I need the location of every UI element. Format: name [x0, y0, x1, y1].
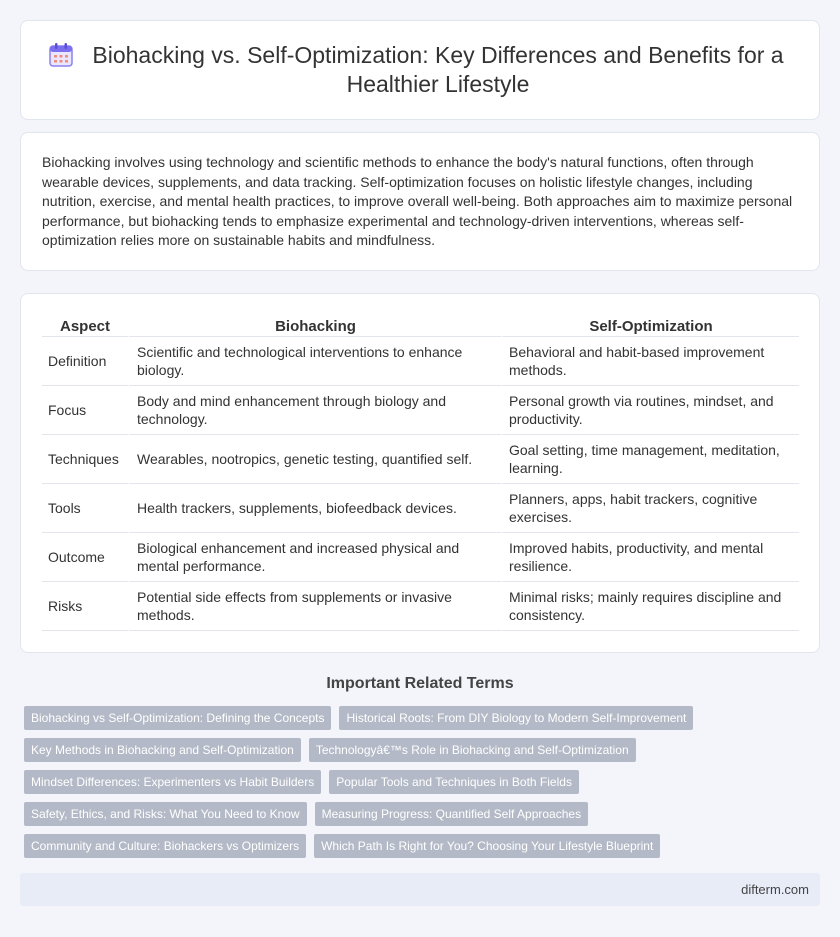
related-term-link[interactable]: Popular Tools and Techniques in Both Fields — [329, 770, 579, 794]
row-self-optimization: Improved habits, productivity, and mental resilience. — [501, 533, 799, 582]
related-terms-title: Important Related Terms — [326, 675, 514, 692]
tag-row — [24, 706, 824, 730]
table-row — [42, 582, 799, 631]
table-row — [42, 386, 799, 435]
related-term-link[interactable]: Historical Roots: From DIY Biology to Modern Self-Improvement — [339, 706, 693, 730]
row-self-optimization: Goal setting, time management, meditation, learning. — [501, 435, 799, 484]
table-row — [42, 435, 799, 484]
table-row — [42, 533, 799, 582]
header-card — [20, 20, 820, 120]
footer — [20, 873, 820, 906]
row-aspect: Risks — [42, 582, 128, 631]
related-term-link[interactable]: Biohacking vs Self-Optimization: Defining the Concepts — [24, 706, 331, 730]
related-term-link[interactable]: Safety, Ethics, and Risks: What You Need to Know — [24, 802, 307, 826]
row-biohacking: Potential side effects from supplements or invasive methods. — [128, 582, 501, 631]
related-term-link[interactable]: Mindset Differences: Experimenters vs Habit Builders — [24, 770, 321, 794]
row-aspect: Tools — [42, 484, 128, 533]
header-aspect: Aspect — [42, 315, 128, 337]
row-aspect: Techniques — [42, 435, 128, 484]
row-biohacking: Health trackers, supplements, biofeedback devices. — [128, 484, 501, 533]
related-term-link[interactable]: Community and Culture: Biohackers vs Optimizers — [24, 834, 306, 858]
page-title: Biohacking vs. Self-Optimization: Key Differences and Benefits for a Healthier Lifestyle — [92, 42, 784, 97]
comparison-table — [42, 315, 799, 631]
related-term-link[interactable]: Technologyâ€™s Role in Biohacking and Self-Optimization — [309, 738, 636, 762]
row-aspect: Definition — [42, 337, 128, 386]
related-term-link[interactable]: Which Path Is Right for You? Choosing Your Lifestyle Blueprint — [314, 834, 660, 858]
intro-card — [20, 132, 820, 271]
tag-row — [24, 738, 824, 762]
intro-paragraph: Biohacking involves using technology and scientific methods to enhance the body's natural functions, often through wearable devices, supplements, and data tracking. Self-optimization focuses on holistic lifestyle changes, including nutrition, exercise, and mental health practices, to improve overall well-being. Both approaches aim to maximize personal performance, but biohacking tends to emphasize experimental and technology-driven interventions, whereas self-optimization relies more on sustainable habits and mindfulness. — [42, 154, 793, 248]
row-biohacking: Body and mind enhancement through biology and technology. — [128, 386, 501, 435]
related-term-link[interactable]: Key Methods in Biohacking and Self-Optimization — [24, 738, 301, 762]
row-biohacking: Wearables, nootropics, genetic testing, quantified self. — [128, 435, 501, 484]
tag-row — [24, 770, 824, 794]
table-row — [42, 484, 799, 533]
related-terms-list — [24, 706, 824, 866]
row-aspect: Outcome — [42, 533, 128, 582]
tag-row — [24, 834, 824, 858]
row-self-optimization: Personal growth via routines, mindset, and productivity. — [501, 386, 799, 435]
row-biohacking: Biological enhancement and increased physical and mental performance. — [128, 533, 501, 582]
site-link[interactable]: difterm.com — [741, 882, 809, 897]
tag-row — [24, 802, 824, 826]
header-biohacking: Biohacking — [128, 315, 501, 337]
header-self-optimization: Self-Optimization — [501, 315, 799, 337]
table-header-row — [42, 315, 799, 337]
row-self-optimization: Planners, apps, habit trackers, cognitive exercises. — [501, 484, 799, 533]
table-row — [42, 337, 799, 386]
row-self-optimization: Behavioral and habit-based improvement methods. — [501, 337, 799, 386]
row-self-optimization: Minimal risks; mainly requires discipline and consistency. — [501, 582, 799, 631]
calendar-icon — [47, 41, 75, 69]
comparison-card — [20, 293, 820, 653]
related-term-link[interactable]: Measuring Progress: Quantified Self Approaches — [315, 802, 588, 826]
row-biohacking: Scientific and technological interventions to enhance biology. — [128, 337, 501, 386]
row-aspect: Focus — [42, 386, 128, 435]
